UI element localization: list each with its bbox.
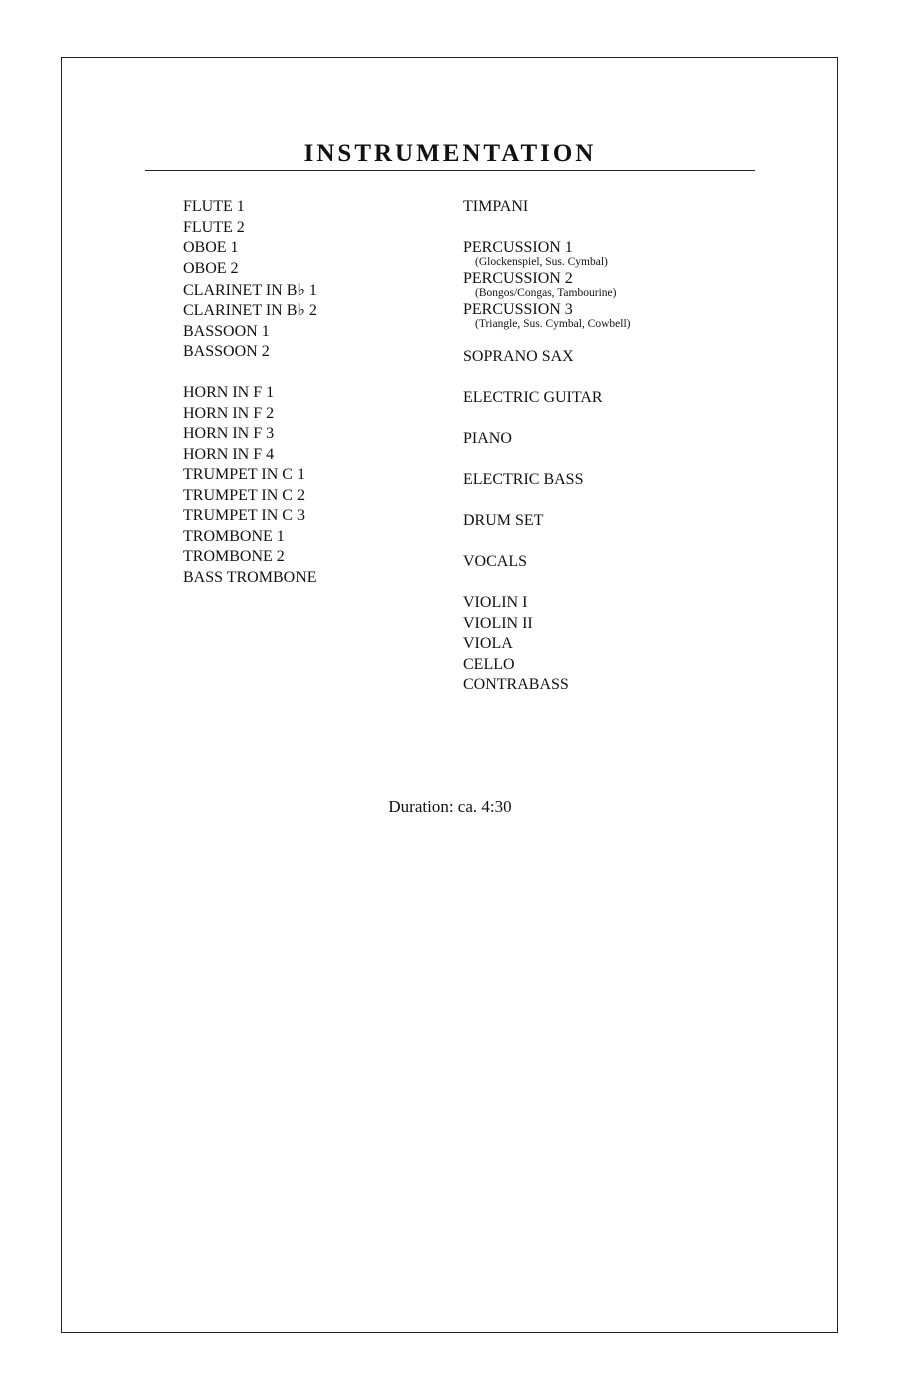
- instrument-item: SOPRANO SAX: [463, 348, 574, 365]
- instrument-item: TRUMPET IN C 3: [183, 507, 305, 524]
- instrument-item: BASSOON 2: [183, 343, 270, 360]
- instrument-item: FLUTE 2: [183, 218, 245, 236]
- section-spacer: [463, 532, 763, 553]
- instrument-item: HORN IN F 4: [183, 445, 275, 463]
- instrument-item: VIOLA: [463, 635, 513, 652]
- instrument-item: VIOLIN I: [463, 594, 528, 611]
- section-spacer: [463, 409, 763, 430]
- page-title: INSTRUMENTATION: [303, 140, 597, 167]
- instrument-item: CLARINET IN B♭ 1: [183, 282, 317, 299]
- instrument-item: PERCUSSION 2: [463, 270, 573, 287]
- instrument-item: TRUMPET IN C 1: [183, 466, 305, 483]
- instrument-detail: (Bongos/Congas, Tambourine): [475, 287, 617, 299]
- instrument-item: CONTRABASS: [463, 676, 569, 693]
- instrument-item: BASSOON 1: [183, 322, 270, 340]
- section-spacer: [463, 368, 763, 389]
- instrument-item: TIMPANI: [463, 198, 529, 215]
- instrument-item: HORN IN F 2: [183, 404, 275, 422]
- instrument-item: HORN IN F 3: [183, 425, 275, 442]
- left-instrument-column: [183, 197, 433, 588]
- percussion-group: [463, 238, 763, 331]
- instrument-item: ELECTRIC GUITAR: [463, 389, 603, 406]
- section-spacer: [183, 363, 433, 384]
- instrument-item: HORN IN F 1: [183, 384, 275, 401]
- section-spacer: [463, 218, 763, 239]
- instrument-detail: (Glockenspiel, Sus. Cymbal): [475, 256, 608, 268]
- instrument-item: PIANO: [463, 430, 512, 447]
- section-spacer: [463, 573, 763, 594]
- instrument-item: OBOE 2: [183, 259, 239, 277]
- section-spacer: [463, 491, 763, 512]
- instrument-item: DRUM SET: [463, 512, 544, 529]
- instrument-item: TROMBONE 2: [183, 548, 285, 565]
- title-underline: [145, 170, 755, 171]
- instrument-item: CLARINET IN B♭ 2: [183, 302, 317, 319]
- instrument-item: CELLO: [463, 655, 515, 673]
- instrument-item: OBOE 1: [183, 239, 239, 256]
- instrument-detail: (Triangle, Sus. Cymbal, Cowbell): [475, 318, 631, 330]
- section-spacer: [463, 331, 763, 347]
- instrument-item: BASS TROMBONE: [183, 568, 317, 586]
- instrument-item: VOCALS: [463, 553, 528, 570]
- duration-text: Duration: ca. 4:30: [388, 797, 512, 816]
- section-spacer: [463, 450, 763, 471]
- right-instrument-column: [463, 197, 763, 696]
- instrument-item: TRUMPET IN C 2: [183, 486, 305, 504]
- instrument-item: PERCUSSION 3: [463, 301, 573, 318]
- instrument-item: TROMBONE 1: [183, 527, 285, 545]
- instrument-item: PERCUSSION 1: [463, 239, 573, 256]
- instrument-item: VIOLIN II: [463, 614, 533, 632]
- instrument-item: ELECTRIC BASS: [463, 471, 584, 488]
- instrument-item: FLUTE 1: [183, 198, 245, 215]
